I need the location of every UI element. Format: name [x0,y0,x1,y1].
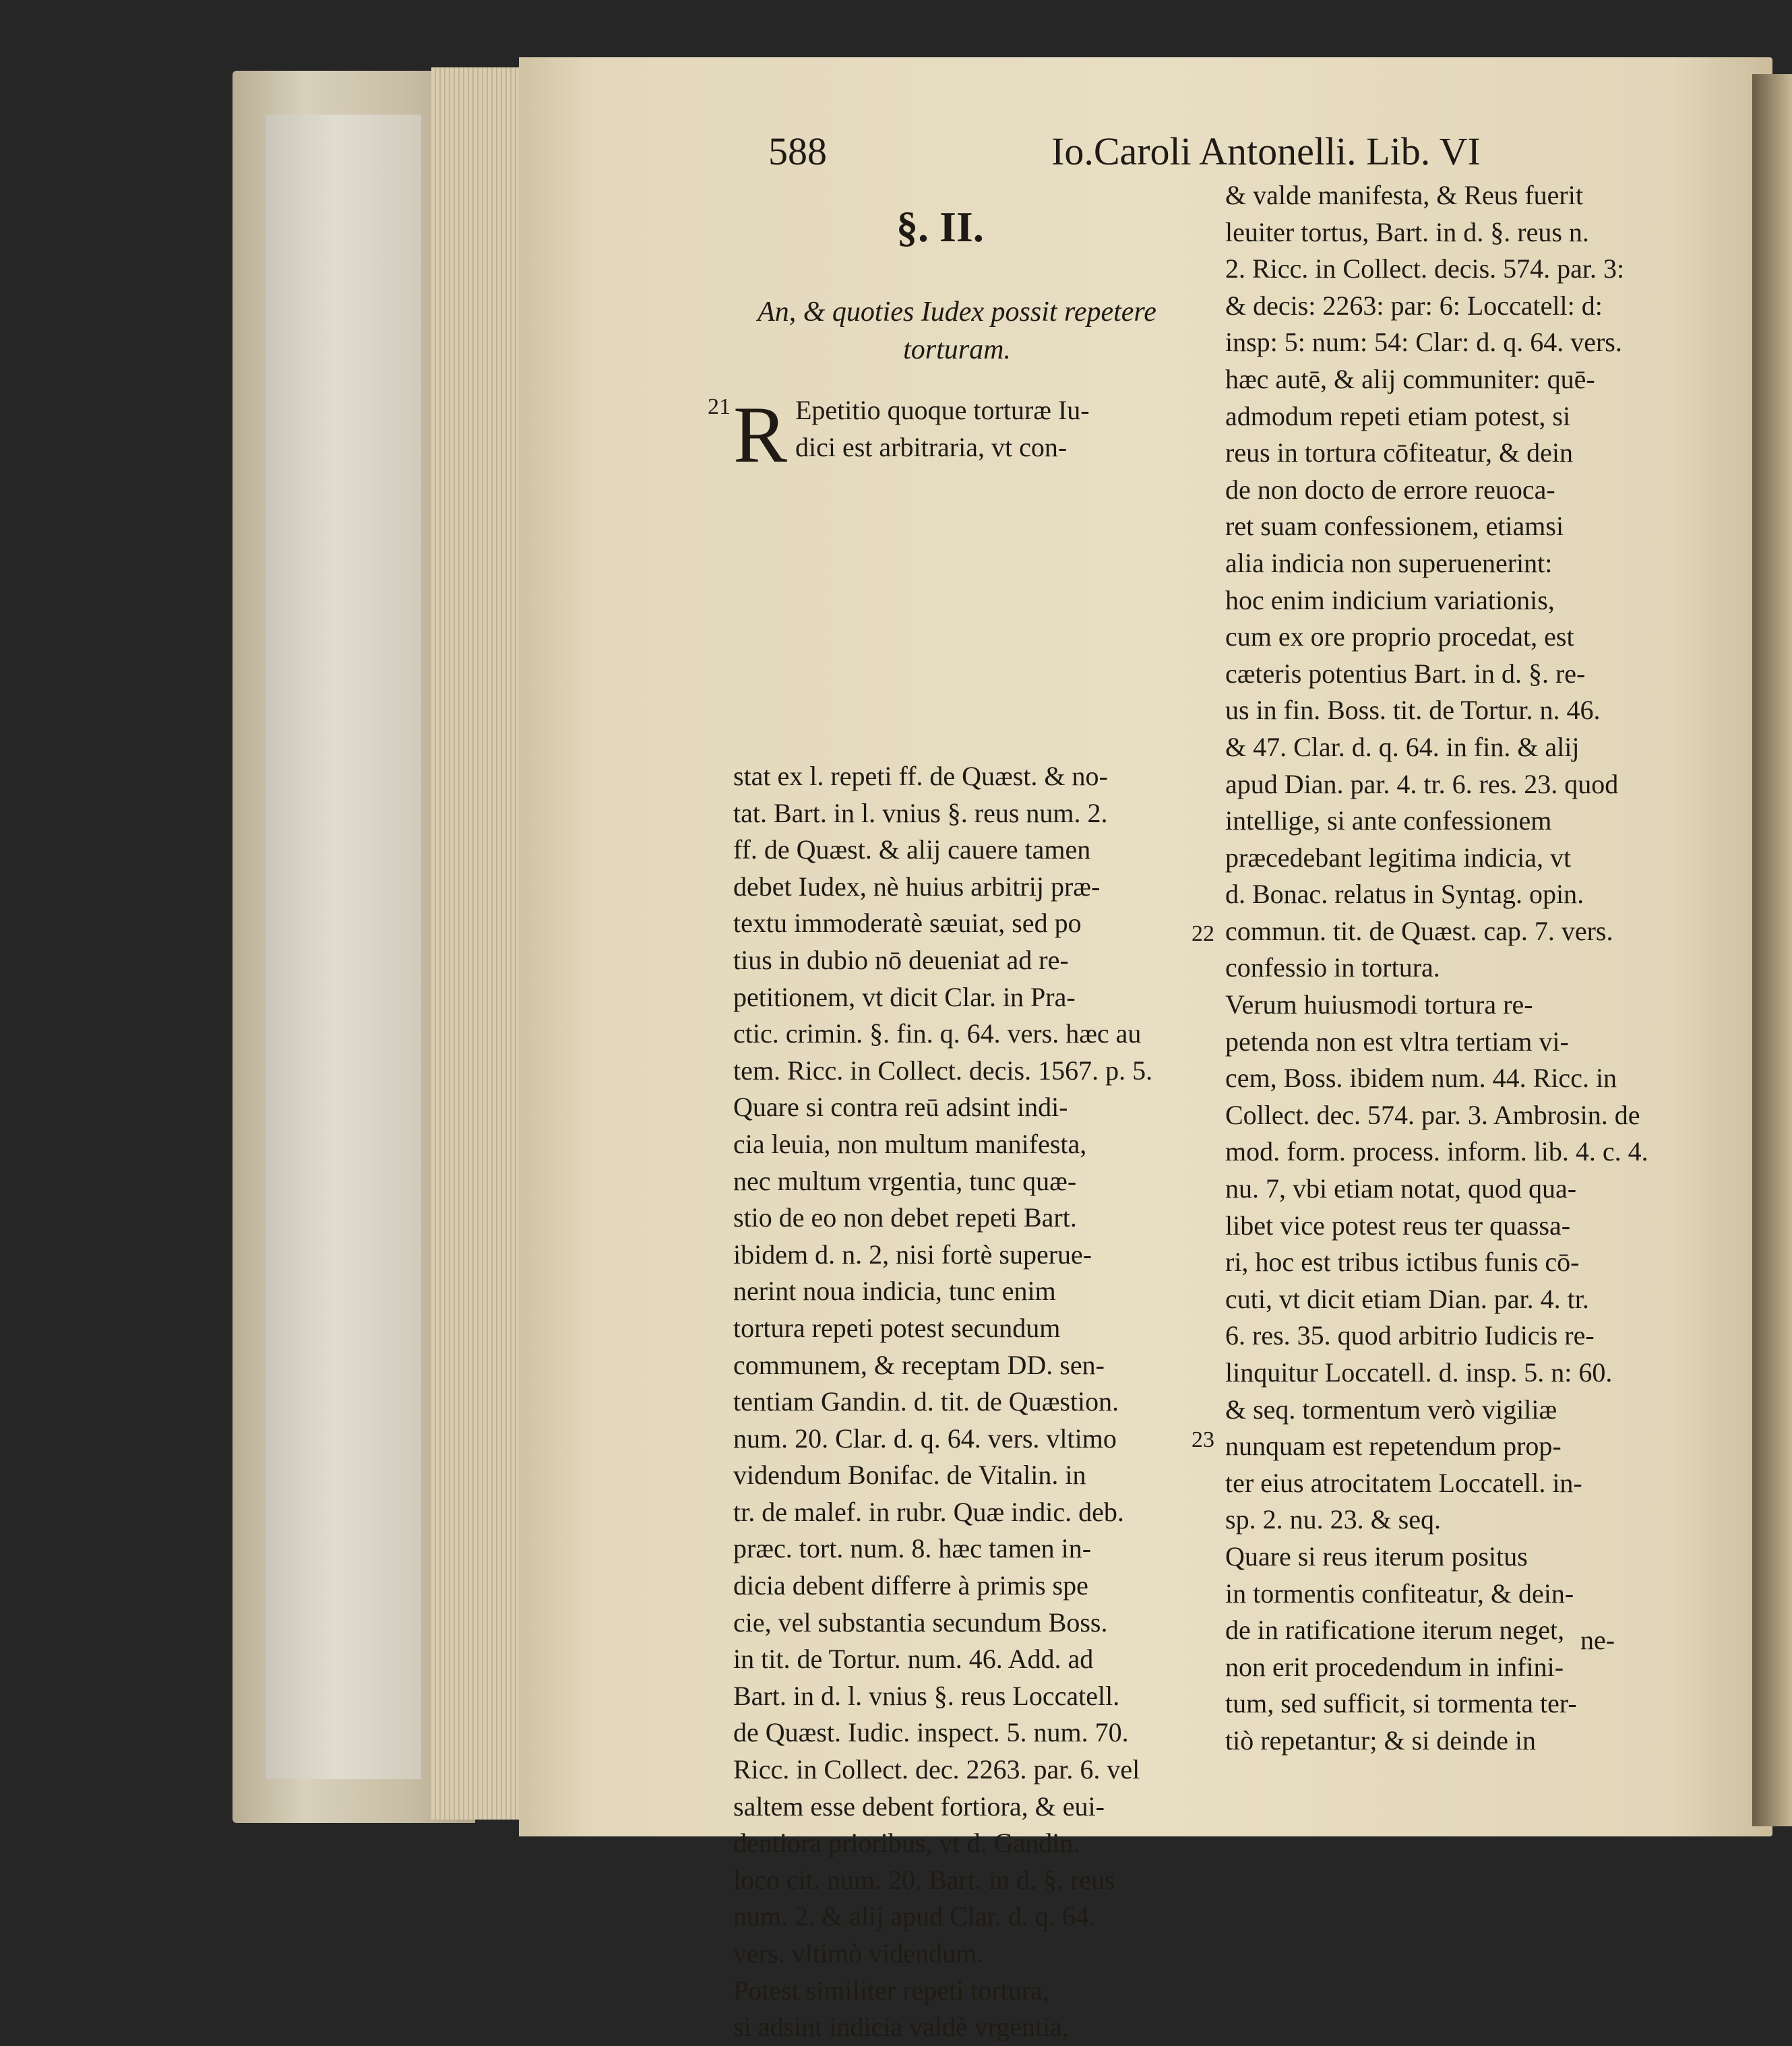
drop-cap: R [733,390,788,479]
text-line: apud Dian. par. 4. tr. 6. res. 23. quod [1225,768,1619,799]
text-line: alia indicia non superuenerint: [1225,547,1553,578]
text-line: intellige, si ante confessionem [1225,805,1552,836]
text-line: hæc autē, & alij communiter: quē- [1225,363,1595,394]
text-line: num. 20. Clar. d. q. 64. vers. vltimo [733,1423,1117,1454]
text-line: Quare si contra reū adsint indi- [733,1092,1068,1123]
text-line: præc. tort. num. 8. hæc tamen in- [733,1533,1092,1564]
catchword: ne- [1580,1625,1615,1655]
text-line: dicia debent differre à primis spe [733,1570,1088,1601]
text-line: de non docto de errore reuoca- [1225,474,1555,505]
text-line: loco cit. num. 20. Bart. in d. §. reus [733,1864,1115,1895]
page-header [768,125,1481,179]
text-line: sp. 2. nu. 23. & seq. [1225,1504,1441,1535]
text-line: cia leuia, non multum manifesta, [733,1128,1087,1159]
text-line: stat ex l. repeti ff. de Quæst. & no- [733,761,1108,791]
text-line: cuti, vt dicit etiam Dian. par. 4. tr. [1225,1283,1589,1314]
text-line: tiò repetantur; & si deinde in [1225,1725,1536,1756]
margin-number: 23 [1192,1427,1214,1452]
text-line: libet vice potest reus ter quassa- [1225,1210,1571,1241]
text-line: Collect. dec. 574. par. 3. Ambrosin. de [1225,1099,1640,1130]
text-line: hoc enim indicium variationis, [1225,584,1555,615]
text-line: vers. vltimò videndum. [733,1938,984,1968]
text-line: commun. tit. de Quæst. cap. 7. vers. [1225,915,1613,946]
text-line: petitionem, vt dicit Clar. in Pra- [733,981,1076,1012]
text-line: de in ratificatione iterum neget, [1225,1615,1565,1646]
section-title-line: An, & quoties Iudex possit repetere [758,297,1156,328]
opening-lines [795,392,1179,466]
text-line: Ricc. in Collect. dec. 2263. par. 6. vel [733,1754,1140,1785]
text-line: confessio in tortura. [1225,952,1440,983]
text-line: 2. Ricc. in Collect. decis. 574. par. 3: [1225,253,1625,284]
text-line: admodum repeti etiam potest, si [1225,400,1571,431]
text-line: cæteris potentius Bart. in d. §. re- [1225,658,1586,689]
cover-endpaper [266,115,421,1779]
text-line: & 47. Clar. d. q. 64. in fin. & alij [1225,731,1580,762]
text-line: dici est arbitraria, vt con- [795,431,1068,462]
text-line: reus in tortura cōfiteatur, & dein [1225,437,1573,468]
text-line: tius in dubio nō deueniat ad re- [733,944,1069,975]
text-line: insp: 5: num: 54: Clar: d. q. 64. vers. [1225,327,1622,358]
text-line: tum, sed sufficit, si tormenta ter- [1225,1688,1577,1719]
text-line: ff. de Quæst. & alij cauere tamen [733,834,1091,865]
text-line: Potest similiter repeti tortura, [733,1975,1049,2006]
page-edges [431,67,532,1820]
text-line: Quare si reus iterum positus [1225,1541,1528,1572]
text-line: de Quæst. Iudic. inspect. 5. num. 70. [733,1717,1129,1748]
text-line: petenda non est vltra tertiam vi- [1225,1026,1569,1057]
left-column [733,758,1171,2046]
text-line: leuiter tortus, Bart. in d. §. reus n. [1225,216,1589,247]
text-line: non erit procedendum in infini- [1225,1651,1564,1682]
text-line: linquitur Loccatell. d. insp. 5. n: 60. [1225,1357,1613,1388]
text-line: videndum Bonifac. de Vitalin. in [733,1460,1086,1491]
text-line: mod. form. process. inform. lib. 4. c. 4. [1225,1136,1648,1167]
text-line: dentiora prioribus, vt d. Gandin. [733,1828,1080,1859]
section-mark: §. II. [896,203,984,251]
text-line: num. 2. & alij apud Clar. d. q. 64. [733,1901,1096,1932]
margin-number: 21 [708,394,731,419]
text-line: tr. de malef. in rubr. Quæ indic. deb. [733,1496,1124,1527]
text-line: ctic. crimin. §. fin. q. 64. vers. hæc au [733,1018,1142,1049]
text-line: ret suam confessionem, etiamsi [1225,511,1564,542]
facing-page-edge [1752,74,1792,1826]
text-line: & decis: 2263: par: 6: Loccatell: d: [1225,290,1603,321]
section-title-line: torturam. [903,334,1011,365]
text-line: d. Bonac. relatus in Syntag. opin. [1225,879,1584,910]
text-line: Verum huiusmodi tortura re- [1225,989,1533,1020]
text-line: debet Iudex, nè huius arbitrij præ- [733,871,1101,902]
text-line: Epetitio quoque torturæ Iu- [795,395,1090,425]
text-line: si adsint indicia valdè vrgentia, [733,2012,1070,2043]
text-line: stio de eo non debet repeti Bart. [733,1202,1077,1233]
text-line: cie, vel substantia secundum Boss. [733,1607,1108,1638]
text-line: Bart. in d. l. vnius §. reus Loccatell. [733,1680,1120,1711]
margin-number: 22 [1192,921,1214,946]
text-line: tortura repeti potest secundum [733,1312,1061,1343]
text-line: præcedebant legitima indicia, vt [1225,842,1572,873]
text-line: textu immoderatè sæuiat, sed po [733,908,1082,939]
section-title [731,293,1183,369]
text-line: tentiam Gandin. d. tit. de Quæstion. [733,1386,1119,1417]
page-number: 588 [768,129,827,173]
text-line: tem. Ricc. in Collect. decis. 1567. p. 5. [733,1055,1153,1086]
text-line: tat. Bart. in l. vnius §. reus num. 2. [733,797,1108,828]
text-line: nunquam est repetendum prop- [1225,1431,1562,1462]
running-head: Io.Caroli Antonelli. Lib. VI [1051,129,1481,173]
text-line: & valde manifesta, & Reus fuerit [1225,180,1583,210]
text-line: nerint noua indicia, tunc enim [733,1276,1056,1307]
text-line: ri, hoc est tribus ictibus funis cō- [1225,1247,1580,1278]
text-line: cem, Boss. ibidem num. 44. Ricc. in [1225,1063,1617,1094]
text-line: ibidem d. n. 2, nisi fortè superue- [733,1239,1092,1270]
text-line: cum ex ore proprio procedat, est [1225,621,1574,652]
text-line: nu. 7, vbi etiam notat, quod qua- [1225,1173,1577,1204]
text-line: nec multum vrgentia, tunc quæ- [733,1165,1077,1196]
text-line: ter eius atrocitatem Loccatell. in- [1225,1467,1582,1498]
text-line: in tormentis confiteatur, & dein- [1225,1578,1574,1609]
text-line: 6. res. 35. quod arbitrio Iudicis re- [1225,1320,1595,1351]
text-line: & seq. tormentum verò vigiliæ [1225,1394,1557,1425]
right-column [1225,177,1648,1760]
text-line: us in fin. Boss. tit. de Tortur. n. 46. [1225,695,1601,726]
text-line: communem, & receptam DD. sen- [733,1349,1105,1380]
text-line: in tit. de Tortur. num. 46. Add. ad [733,1644,1094,1675]
text-line: saltem esse debent fortiora, & eui- [733,1791,1105,1822]
